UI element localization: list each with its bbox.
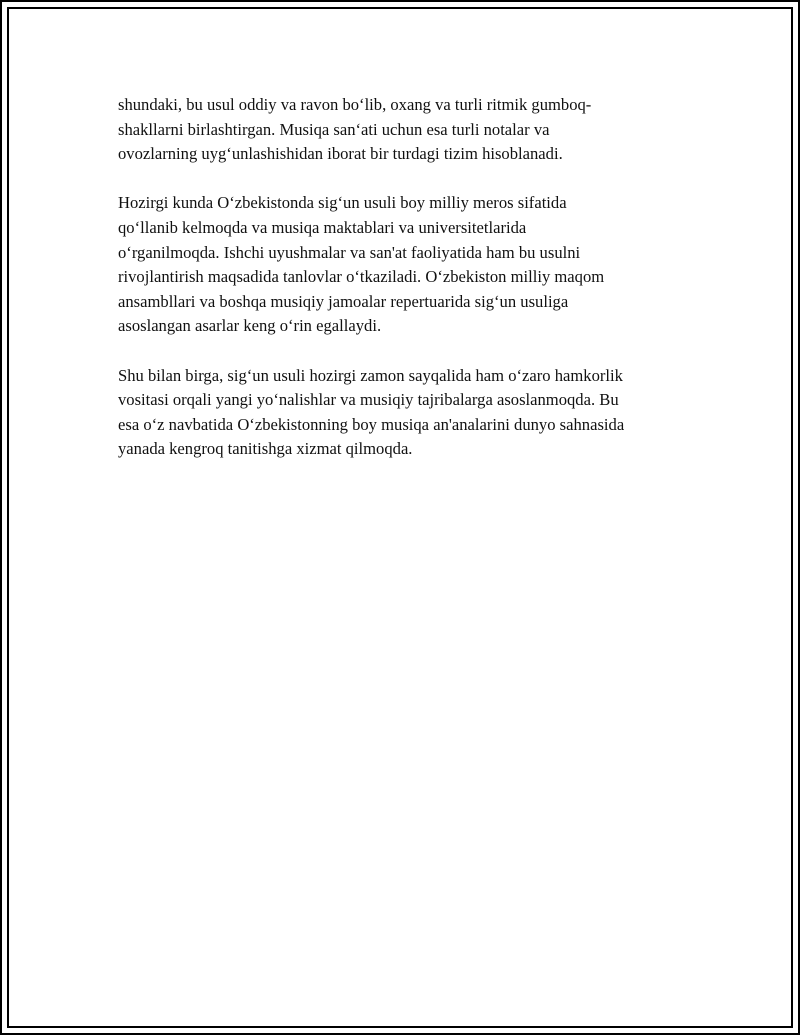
text-line: qo‘llanib kelmoqda va musiqa maktablari va universitetlarida	[118, 217, 527, 237]
text-line: rivojlantirish maqsadida tanlovlar o‘tkaziladi. O‘zbekiston milliy maqom	[118, 267, 605, 287]
text-line: ansambllari va boshqa musiqiy jamoalar repertuarida sig‘un usuliga	[118, 291, 569, 311]
text-line: Shu bilan birga, sig‘un usuli hozirgi zamon sayqalida ham o‘zaro hamkorlik	[118, 365, 623, 385]
paragraph-3	[118, 364, 693, 462]
paragraph-1	[118, 93, 693, 167]
text-line: o‘rganilmoqda. Ishchi uyushmalar va san'at faoliyatida ham bu usulni	[118, 242, 581, 262]
text-line: yanada kengroq tanitishga xizmat qilmoqda.	[118, 439, 413, 459]
text-line: asoslangan asarlar keng o‘rin egallaydi.	[118, 316, 382, 336]
text-line: shakllarni birlashtirgan. Musiqa san‘ati uchun esa turli notalar va	[118, 119, 550, 139]
text-line: shundaki, bu usul oddiy va ravon bo‘lib, oxang va turli ritmik gumboq-	[118, 95, 592, 114]
text-line: Hozirgi kunda O‘zbekistonda sig‘un usuli boy milliy meros sifatida	[118, 193, 567, 213]
paragraph-2	[118, 191, 693, 339]
text-line: ovozlarning uyg‘unlashishidan iborat bir turdagi tizim hisoblanadi.	[118, 144, 563, 164]
text-line: esa o‘z navbatida O‘zbekistonning boy musiqa an'analarini dunyo sahnasida	[118, 414, 625, 434]
document-body	[118, 93, 693, 487]
text-line: vositasi orqali yangi yo‘nalishlar va musiqiy tajribalarga asoslanmoqda. Bu	[118, 390, 619, 410]
